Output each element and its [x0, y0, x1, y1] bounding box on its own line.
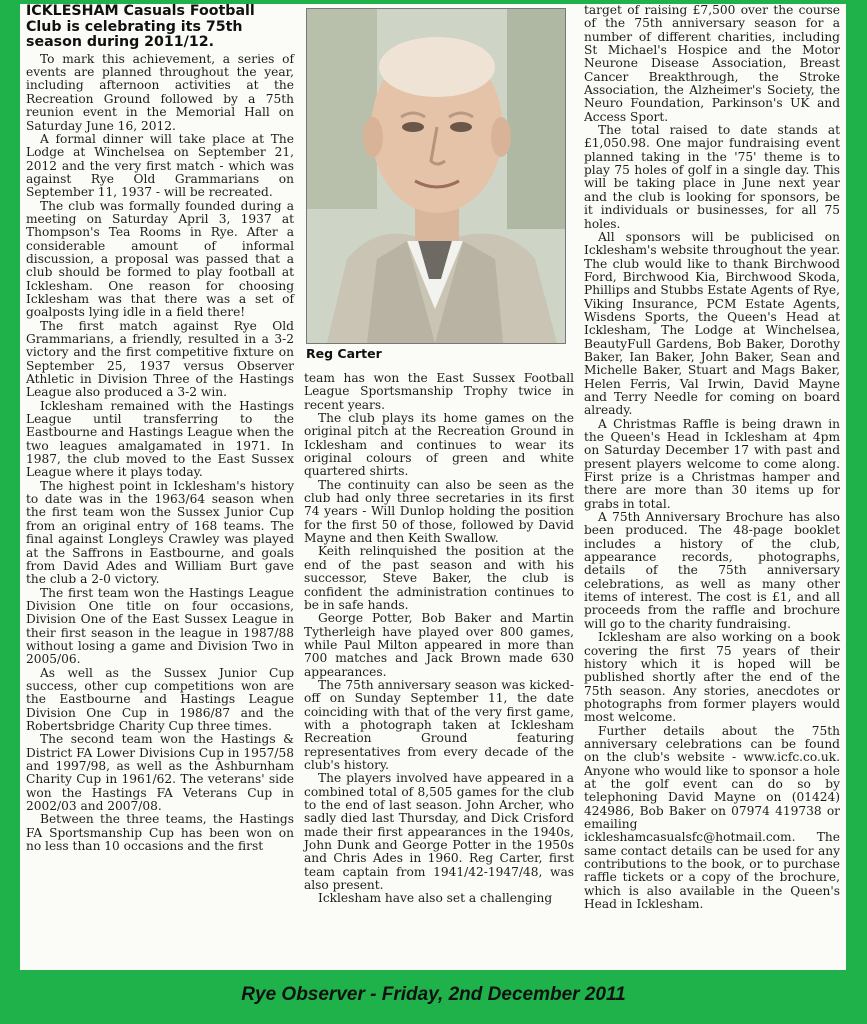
- paragraph: A formal dinner will take place at The Lodge at Winchelsea on September 21, 2012 and the very first match - which was against Rye Old Grammarians on September 11, 1937 - will be recreated.: [26, 131, 294, 200]
- paragraph: The 75th anniversary season was kicked-off on Sunday September 11, the date coinciding with that of the very first game, with a photograph taken at Icklesham Recreation Ground featuring representatives from every decade of the club's history.: [304, 677, 574, 772]
- publication-credit: Rye Observer - Friday, 2nd December 2011: [241, 984, 626, 1005]
- article-column-3: [584, 4, 840, 911]
- paragraph: George Potter, Bob Baker and Martin Tytherleigh have played over 800 games, while Paul Milton appeared in more than 700 matches and Jack Brown made 630 appearances.: [304, 611, 574, 679]
- article-column-2: [304, 372, 574, 906]
- photo-caption: Reg Carter: [306, 346, 382, 361]
- paragraph: Keith relinquished the position at the end of the past season and with his successor, Steve Baker, the club is confident the administration continues to be in safe hands.: [304, 544, 574, 612]
- article-column-1: [26, 4, 294, 853]
- newspaper-clipping: [20, 4, 846, 970]
- paragraph: Icklesham have also set a challenging: [318, 891, 553, 906]
- paragraph: The first match against Rye Old Grammarians, a friendly, resulted in a 3-2 victory and the first competitive fixture on September 25, 1937 versus Observer Athletic in Division Three of the Hastings League also produced a 3-2 win.: [26, 318, 294, 400]
- paragraph: The second team won the Hastings & District FA Lower Divisions Cup in 1957/58 and 1997/98, as well as the Ashburnham Charity Cup in 1961/62. The veterans' side won the Hastings FA Veterans Cup in 2002/03 and 2007/08.: [26, 732, 295, 814]
- paragraph: target of raising £7,500 over the course of the 75th anniversary season for a number of different charities, including St Michael's Hospice and the Motor Neurone Disease Association, Breast Cancer Breakthrough, the Stroke Association, the Alzheimer's Society, the Neuro Foundation, Parkinson's UK and Access Sport.: [584, 4, 840, 124]
- paragraph: team has won the East Sussex Football League Sportsmanship Trophy twice in recent years.: [304, 371, 574, 412]
- paragraph: The players involved have appeared in a combined total of 8,505 games for the club to the end of last season. John Archer, who sadly died last Thursday, and Dick Crisford made their first appearances in the 1940s, John Dunk and George Potter in the 1950s and Chris Ades in 1960. Reg Carter, first team captain from 1941/42-1947/48, was also present.: [304, 771, 574, 893]
- paragraph: The total raised to date stands at £1,050.98. One major fundraising event planned taking in the '75' theme is to play 75 holes of golf in a single day. This will be taking place in June next year and the club is looking for sponsors, be it individuals or businesses, for all 75 holes.: [584, 123, 840, 231]
- paragraph: Icklesham remained with the Hastings League until transferring to the Eastbourne and Hastings League when the two leagues amalgamated in 1971. In 1987, the club moved to the East Sussex League where it plays today.: [26, 398, 294, 480]
- paragraph: Further details about the 75th anniversary celebrations can be found on the club's website - www.icfc.co.uk. Anyone who would like to sponsor a hole at the golf event can do so by telephoning David Mayne on (01424) 424986, Bob Baker on 07974 419738 or emailing ickleshamcasualsfc@hotmail.com. The same contact details can be used for any contributions to the book, or to purchase raffle tickets or a copy of the brochure, which is also available in the Queen's Head in Icklesham.: [584, 723, 840, 912]
- paragraph: Icklesham are also working on a book covering the first 75 years of their history which it is hoped will be published shortly after the end of the 75th season. Any stories, anecdotes or photographs from former players would most welcome.: [584, 630, 840, 725]
- paragraph: The highest point in Icklesham's history to date was in the 1963/64 season when the first team won the Sussex Junior Cup from an original entry of 168 teams. The final against Longleys Crawley was played at the Saffrons in Eastbourne, and goals from David Ades and William Burt gave the club a 2-0 victory.: [26, 478, 294, 587]
- paragraph: The club was formally founded during a meeting on Saturday April 3, 1937 at Thompson's Tea Rooms in Rye. After a considerable amount of informal discussion, a proposal was passed that a club should be formed to play football at Icklesham. One reason for choosing Icklesham was that there was a set of goalposts lying idle in a field there!: [26, 198, 294, 320]
- paragraph: Between the three teams, the Hastings FA Sportsmanship Cup has been won on no less than 10 occasions and the first: [26, 812, 294, 854]
- paragraph: As well as the Sussex Junior Cup success, other cup competitions won are the Eastbourne and Hastings League Division One Cup in 1986/87 and the Robertsbridge Charity Cup three times.: [26, 665, 294, 733]
- article-headline: ICKLESHAM Casuals Football Club is celebrating its 75th season during 2011/12.: [26, 4, 255, 51]
- portrait-illustration: [307, 9, 565, 343]
- paragraph: The first team won the Hastings League Division One title on four occasions, Division One of the East Sussex League in their first season in the league in 1987/88 without losing a game and Division Two in 2005/06.: [26, 585, 294, 667]
- paragraph: A 75th Anniversary Brochure has also been produced. The 48-page booklet includes a history of the club, appearance records, photographs, details of the 75th anniversary celebrations, as well as many other items of interest. The cost is £1, and all proceeds from the raffle and brochure will go to the charity fundraising.: [584, 510, 840, 631]
- paragraph: The continuity can also be seen as the club had only three secretaries in its first 74 years - Will Dunlop holding the position for the first 50 of those, followed by David Mayne and then Keith Swallow.: [304, 477, 574, 546]
- paragraph: To mark this achievement, a series of events are planned throughout the year, including afternoon activities at the Recreation Ground followed by a 75th reunion event in the Memorial Hall on Saturday June 16, 2012.: [26, 51, 294, 133]
- portrait-photo: [306, 8, 566, 344]
- paragraph: All sponsors will be publicised on Icklesham's website throughout the year. The club would like to thank Birchwood Ford, Birchwood Kia, Birchwood Skoda, Phillips and Stubbs Estate Agents of Rye, Viking Insurance, PCM Estate Agents, Wisdens Sports, the Queen's Head at Icklesham, The Lodge at Winchelsea, BeautyFull Gardens, Bob Baker, Dorothy Baker, Ian Baker, John Baker, Sean and Michelle Baker, Stuart and Mags Baker, Helen Ferris, Val Irwin, David Mayne and Terry Needle for coming on board already.: [584, 229, 840, 418]
- paragraph: A Christmas Raffle is being drawn in the Queen's Head in Icklesham at 4pm on Saturday December 17 with past and present players welcome to come along. First prize is a Christmas hamper and there are more than 30 items up for grabs in total.: [584, 416, 840, 511]
- paragraph: The club plays its home games on the original pitch at the Recreation Ground in Icklesham and continues to wear its original colours of green and white quartered shirts.: [304, 411, 574, 479]
